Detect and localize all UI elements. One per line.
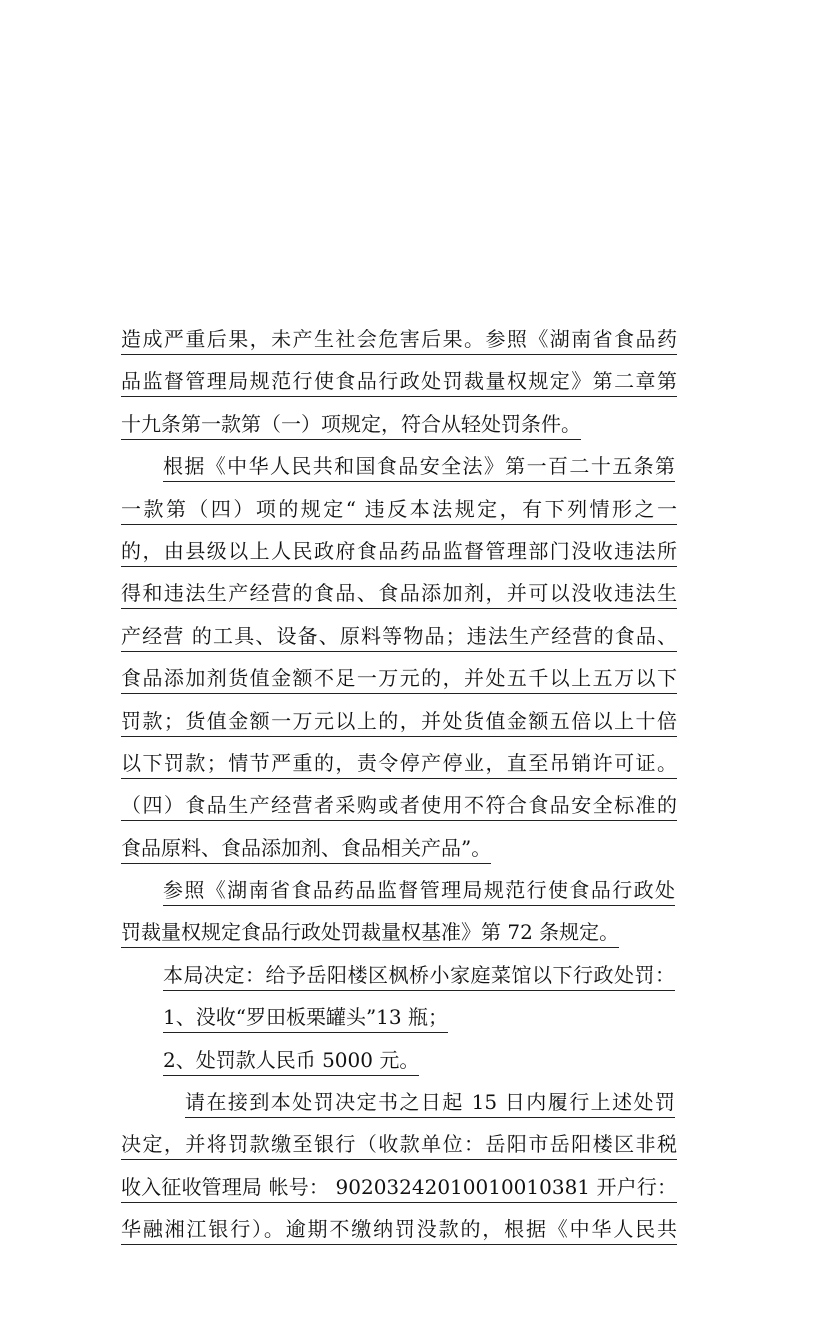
text-line: 食品原料、食品添加剂、食品相关产品”。 (121, 827, 677, 869)
text-line: 的，由县级以上人民政府食品药品监督管理部门没收违法所 (121, 530, 677, 572)
text-line: 一款第（四）项的规定“ 违反本法规定，有下列情形之一 (121, 488, 677, 530)
text-line: 华融湘江银行）。逾期不缴纳罚没款的，根据《中华人民共 (121, 1208, 677, 1250)
text-line: （四）食品生产经营者采购或者使用不符合食品安全标准的 (121, 784, 677, 826)
text-line: 食品添加剂货值金额不足一万元的，并处五千以上五万以下 (121, 657, 677, 699)
text-line: 本局决定：给予岳阳楼区枫桥小家庭菜馆以下行政处罚： (121, 954, 677, 996)
text-line: 1、没收“罗田板栗罐头”13 瓶； (121, 996, 677, 1038)
text-line: 十九条第一款第（一）项规定，符合从轻处罚条件。 (121, 403, 677, 445)
text-line: 收入征收管理局 帐号： 90203242010010010381 开户行： (121, 1166, 677, 1208)
text-line: 请在接到本处罚决定书之日起 15 日内履行上述处罚 (121, 1081, 677, 1123)
text-line: 产经营 的工具、设备、原料等物品；违法生产经营的食品、 (121, 615, 677, 657)
document-body (121, 318, 677, 1251)
text-line: 2、处罚款人民币 5000 元。 (121, 1039, 677, 1081)
text-line: 品监督管理局规范行使食品行政处罚裁量权规定》第二章第 (121, 360, 677, 402)
text-line: 罚裁量权规定食品行政处罚裁量权基准》第 72 条规定。 (121, 911, 677, 953)
text-line: 罚款；货值金额一万元以上的，并处货值金额五倍以上十倍 (121, 700, 677, 742)
text-line: 决定，并将罚款缴至银行（收款单位：岳阳市岳阳楼区非税 (121, 1123, 677, 1165)
text-line: 造成严重后果，未产生社会危害后果。参照《湖南省食品药 (121, 318, 677, 360)
text-line: 参照《湖南省食品药品监督管理局规范行使食品行政处 (121, 869, 677, 911)
text-line: 以下罚款；情节严重的，责令停产停业，直至吊销许可证。 (121, 742, 677, 784)
text-line: 得和违法生产经营的食品、食品添加剂，并可以没收违法生 (121, 572, 677, 614)
text-line: 根据《中华人民共和国食品安全法》第一百二十五条第 (121, 445, 677, 487)
